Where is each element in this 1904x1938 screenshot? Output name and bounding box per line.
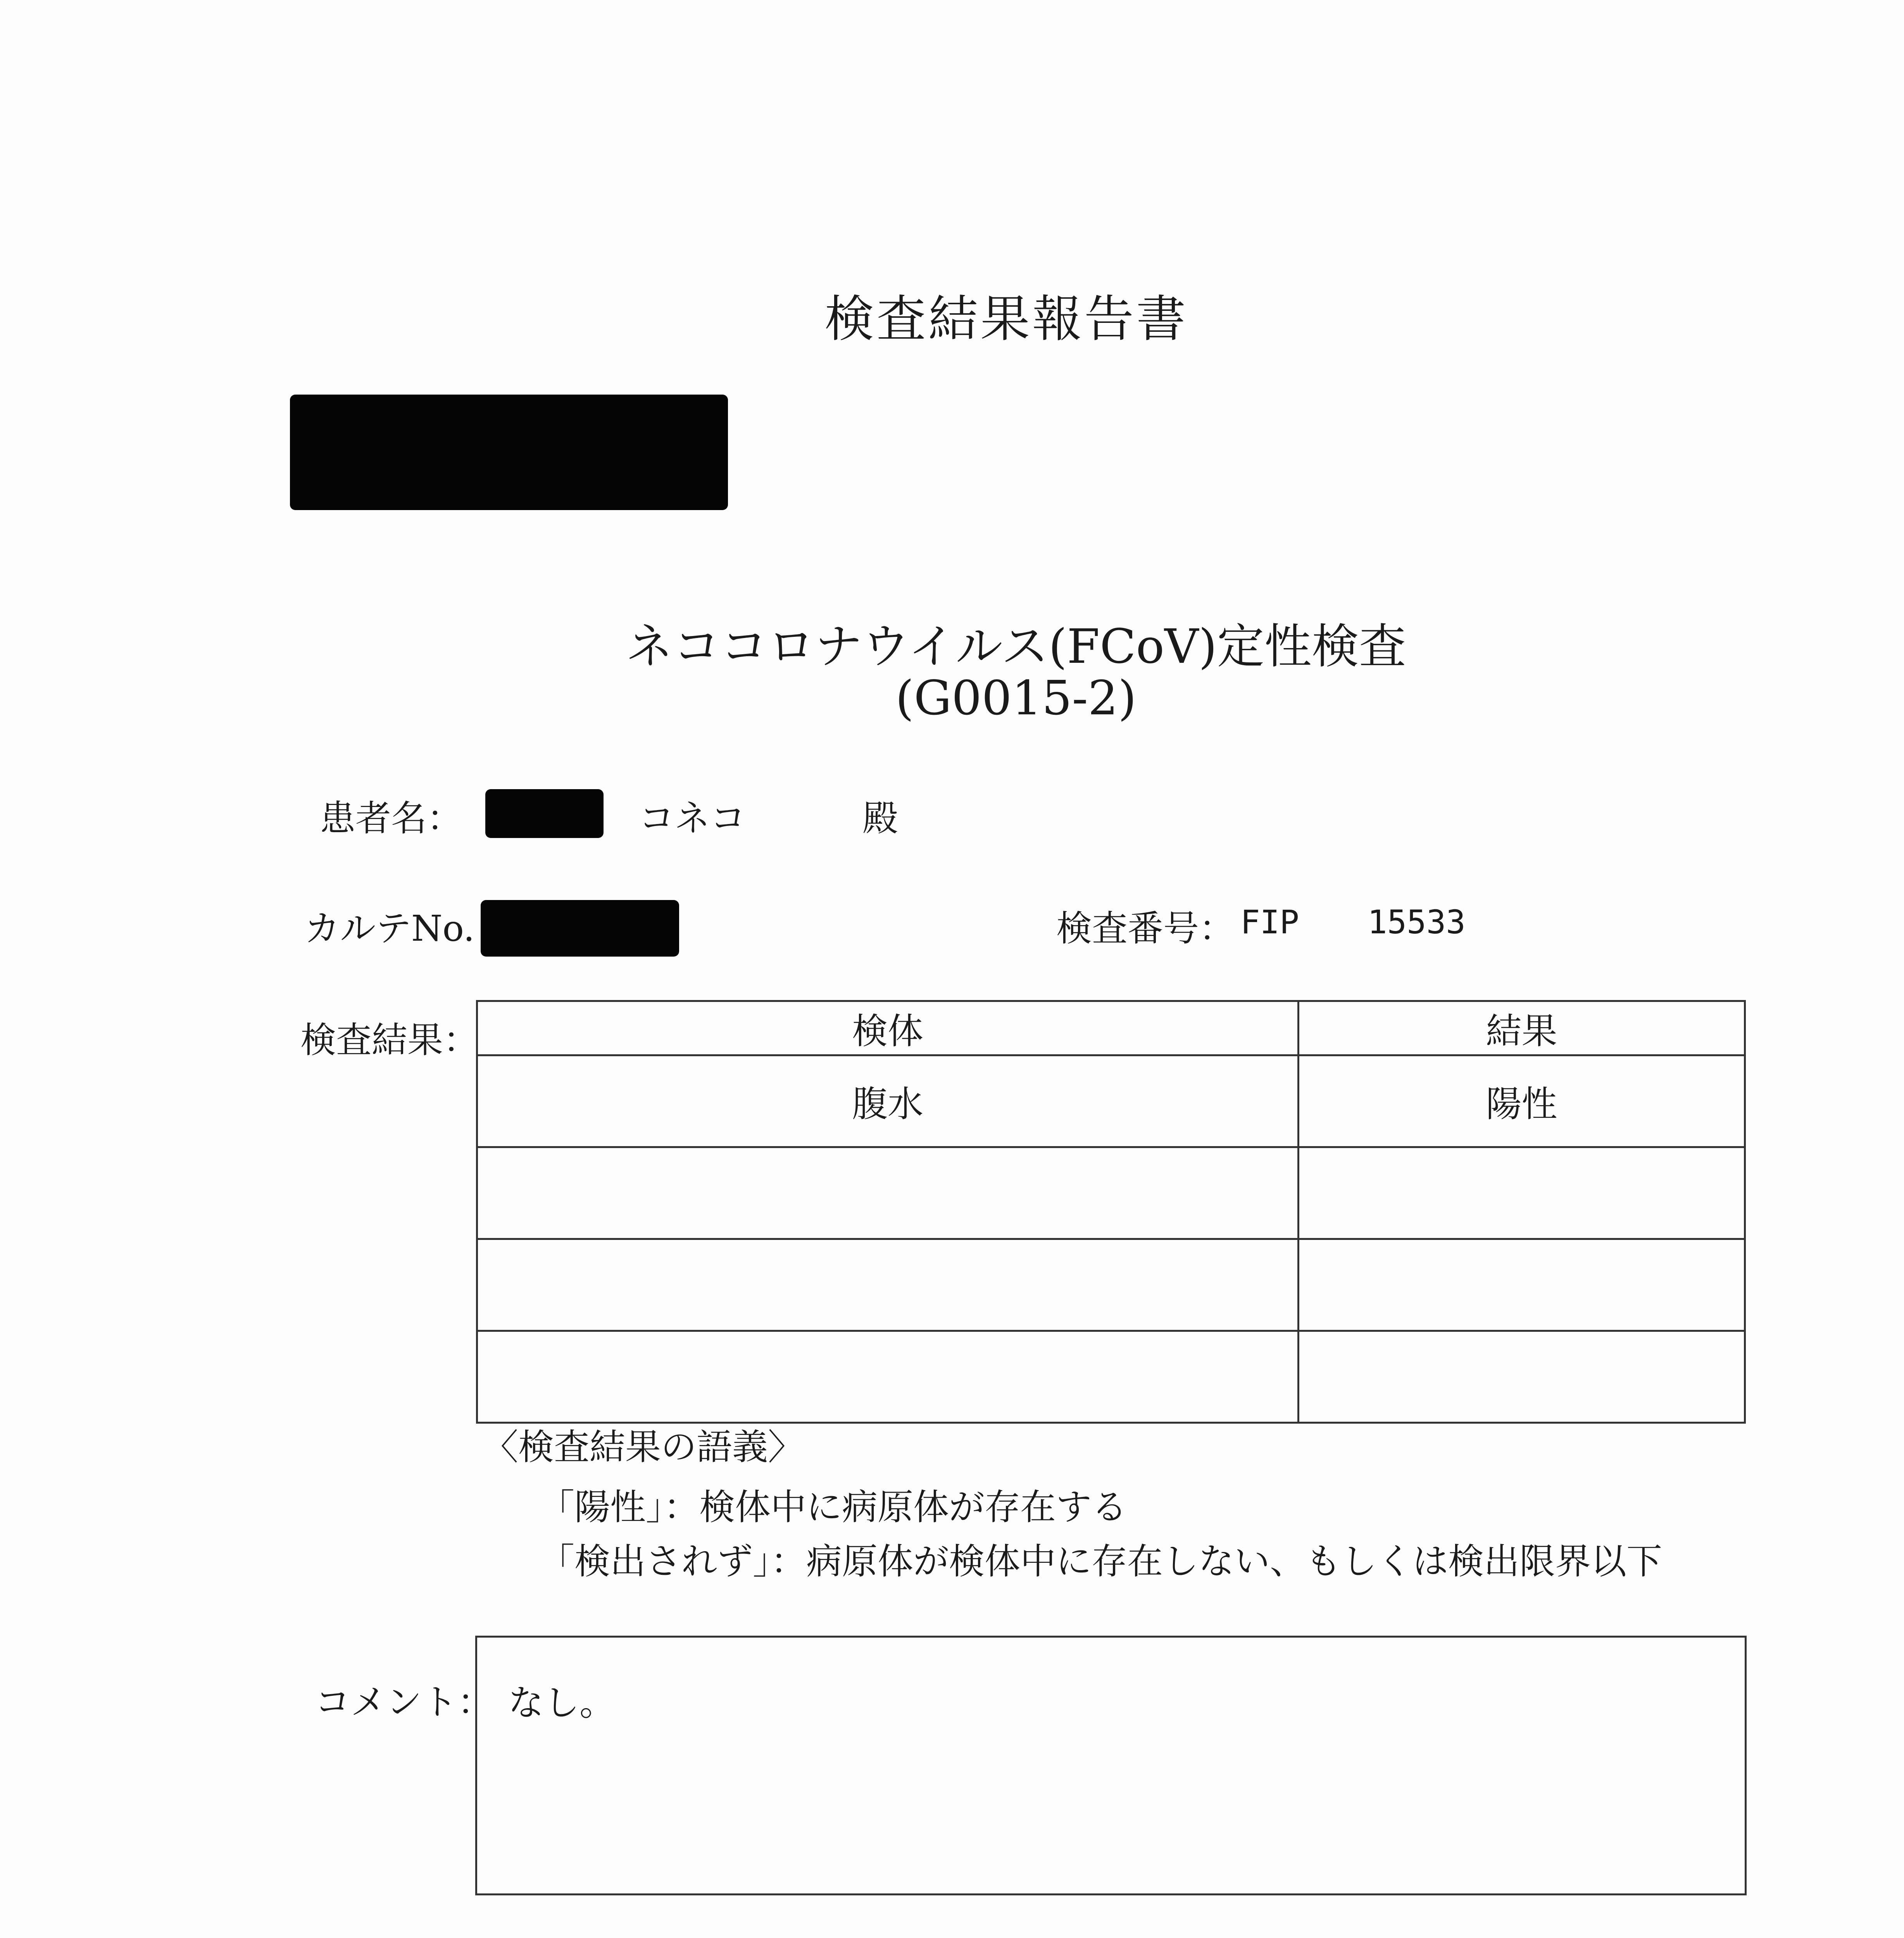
glossary-item-positive: 「陽性」：検体中に病原体が存在する [539,1486,1128,1528]
document-title: 検査結果報告書 [824,290,1188,348]
test-name: ネココロナウイルス(FCoV)定性検査 [626,619,1406,674]
results-header-row [477,1001,1745,1055]
result-cell: 陽性 [1299,1055,1745,1147]
comment-box [475,1636,1747,1895]
table-row [477,1331,1745,1423]
redacted-patient-surname [485,789,604,838]
exam-number-prefix: FIP [1240,903,1299,941]
redacted-block [290,395,728,510]
test-code: (G0015-2) [895,671,1137,726]
patient-honorific: 殿 [862,798,899,839]
specimen-cell [477,1147,1299,1239]
specimen-cell [477,1239,1299,1331]
results-table [476,1000,1746,1424]
result-cell [1299,1147,1745,1239]
chart-no-label: カルテNo. [304,908,475,949]
table-row [477,1055,1745,1147]
result-cell [1299,1331,1745,1423]
specimen-cell: 腹水 [477,1055,1299,1147]
glossary-item-not-detected: 「検出されず」：病原体が検体中に存在しない、もしくは検出限界以下 [539,1541,1663,1582]
patient-label: 患者名： [320,798,463,839]
redacted-chart-no [481,900,679,957]
table-row [477,1239,1745,1331]
result-header: 結果 [1299,1001,1745,1055]
specimen-cell [477,1331,1299,1423]
glossary-heading: 〈検査結果の語義〉 [483,1426,804,1468]
table-row [477,1147,1745,1239]
patient-name: コネコ [639,798,746,839]
comment-label: コメント： [315,1681,493,1723]
comment-text: なし。 [508,1682,616,1724]
result-cell [1299,1239,1745,1331]
exam-number-value: 15533 [1368,903,1466,941]
results-label: 検査結果： [300,1019,479,1061]
specimen-header: 検体 [477,1001,1299,1055]
exam-number-label: 検査番号： [1056,908,1235,949]
